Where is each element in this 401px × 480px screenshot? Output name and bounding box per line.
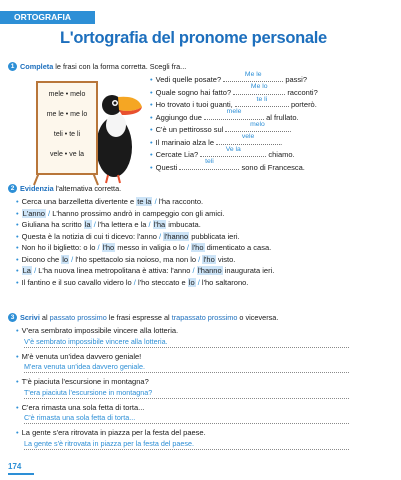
- exercise-1-instruction: [20, 62, 186, 71]
- exercise-1-line: • Il marinaio alza le vele .: [150, 133, 283, 147]
- sentence-text: l'ho: [201, 277, 214, 287]
- choice-separator: /: [156, 231, 164, 241]
- exercise-2-line: [16, 208, 274, 220]
- exercise-2-line: [16, 242, 274, 254]
- sentence-text: lo: [89, 243, 96, 252]
- sentence-text: spettacolo sia noioso, ma non: [86, 254, 191, 264]
- bullet: •: [16, 208, 19, 218]
- exercise-2-list: [16, 196, 274, 288]
- sentence-text: l'ha: [97, 220, 110, 229]
- exercise-1-line: • Cercate Lia? Ve la chiamo.: [150, 145, 295, 159]
- highlighted-choice[interactable]: L'anno: [22, 208, 45, 218]
- highlighted-choice[interactable]: l'hanno: [164, 231, 189, 241]
- sentence-text: l'anno: [170, 266, 191, 275]
- sentence-text: lettera e: [109, 220, 141, 229]
- sentence-text: imbucata.: [166, 220, 201, 229]
- highlighted-choice[interactable]: la: [84, 220, 91, 229]
- answer-blank: melo: [225, 123, 289, 132]
- sentence-text: lo: [178, 243, 185, 252]
- sentence-text: Dicono che: [21, 254, 62, 264]
- exercise-2-number: 2: [8, 184, 17, 193]
- board-item: mele • melo: [48, 91, 86, 98]
- exercise-3-list: [16, 325, 349, 453]
- answer-line: La gente s'è ritrovata in piazza per la festa del paese.: [24, 439, 349, 450]
- choice-separator: /: [152, 197, 159, 206]
- answer-blank: te li: [235, 98, 289, 107]
- question-text: V'era sembrato impossibile vincere alla lotteria.: [21, 326, 179, 335]
- bullet: •: [16, 266, 19, 275]
- bullet: •: [16, 277, 19, 287]
- section-tag: ORTOGRAFIA: [0, 11, 95, 24]
- highlighted-choice[interactable]: lo: [188, 277, 195, 287]
- highlighted-choice[interactable]: l'ho: [102, 243, 115, 252]
- sentence-text: lo: [190, 254, 197, 264]
- board-item: vele • ve la: [50, 151, 84, 158]
- tense-name: trapassato prossimo: [171, 313, 238, 322]
- exercise-3-number: 3: [8, 313, 17, 322]
- exercise-1-instruction-text: le frasi con la forma corretta. Scegli fra...: [53, 62, 187, 71]
- sentence-text: saltarono.: [213, 277, 249, 287]
- sentence-text: nuova linea metropolitana è attiva:: [52, 266, 171, 275]
- instruction-text: o viceversa.: [237, 313, 279, 322]
- sentence-text: Il fantino e il suo cavallo videro: [21, 277, 126, 287]
- word-choice-board: [36, 81, 98, 175]
- exercise-1-list: [150, 70, 318, 173]
- answer-blank: vele: [216, 136, 280, 145]
- question-text: La gente s'era ritrovata in piazza per la festa del paese.: [21, 428, 206, 437]
- sentence-text: visto.: [215, 254, 236, 264]
- choice-separator: /: [31, 266, 39, 275]
- choice-separator: /: [196, 254, 203, 264]
- question-text: M'è venuta un'idea davvero geniale!: [21, 351, 142, 361]
- sentence-text: lo: [125, 277, 132, 287]
- board-item: teli • te li: [53, 131, 81, 138]
- choice-separator: /: [91, 220, 98, 229]
- sentence-text: prossimo andrò in campeggio con gli amici.: [78, 208, 225, 218]
- answer-blank: mele: [204, 111, 264, 120]
- question-text: T'è piaciuta l'escursione in montagna?: [21, 377, 149, 386]
- exercise-3-instruction: [20, 313, 278, 322]
- choice-separator: /: [131, 277, 138, 287]
- page-number: 174: [8, 462, 22, 471]
- choice-separator: /: [69, 254, 76, 264]
- sentence-text: messo in valigia o: [115, 243, 179, 252]
- sentence-text: Non ho il biglietto: o: [21, 243, 90, 252]
- exercise-1-line: • Aggiungo due mele al frullato.: [150, 108, 299, 122]
- answer-blank: teli: [179, 161, 239, 170]
- exercise-3-item: • La gente s'era ritrovata in piazza per la festa del paese. La gente s'è ritrovata in piazza per la festa del paese.: [16, 427, 349, 450]
- exercise-2-line: [16, 265, 274, 277]
- question-text: C'era rimasta una sola fetta di torta...: [21, 402, 145, 412]
- choice-separator: /: [195, 277, 202, 287]
- bullet: •: [16, 197, 19, 206]
- sentence-text: l'ha: [158, 197, 171, 206]
- exercise-2-line: [16, 196, 274, 208]
- instruction-text: le frasi espresse al: [106, 313, 172, 322]
- highlighted-choice[interactable]: l'ho: [192, 243, 204, 252]
- sentence-text: la: [140, 220, 147, 229]
- highlighted-choice[interactable]: l'hanno: [197, 266, 222, 275]
- sentence-text: Questa è la notizia di cui ti dicevo:: [21, 231, 138, 241]
- page-number-underline: [8, 473, 34, 475]
- sentence-text: dimenticato a casa.: [204, 243, 272, 252]
- sentence-text: Giuliana ha scritto: [21, 220, 84, 229]
- exercise-2-line: [16, 231, 274, 243]
- exercise-2-instruction: [20, 184, 121, 193]
- board-item: me le • me lo: [46, 111, 88, 118]
- exercise-1-line: • Ho trovato i tuoi guanti, te li porterò.: [150, 95, 317, 109]
- exercise-3-item: • M'è venuta un'idea davvero geniale! M'era venuta un'idea davvero geniale.: [16, 351, 349, 374]
- sentence-text: racconto.: [170, 197, 204, 206]
- answer-blank: Me lo: [233, 86, 285, 95]
- choice-separator: /: [184, 243, 192, 252]
- answer-line: T'era piaciuta l'escursione in montagna?: [24, 388, 349, 399]
- highlighted-choice[interactable]: te la: [137, 197, 152, 206]
- exercise-2-line: [16, 254, 274, 266]
- sentence-text: l'ho: [137, 277, 150, 287]
- sentence-text: inaugurata ieri.: [222, 266, 275, 275]
- bullet: •: [16, 220, 19, 229]
- choice-separator: /: [45, 208, 53, 218]
- answer-blank: Ve la: [200, 148, 266, 157]
- answer-line: M'era venuta un'idea davvero geniale.: [24, 362, 349, 373]
- sentence-text: L'hanno: [52, 208, 79, 218]
- highlighted-choice[interactable]: l'ha: [153, 220, 166, 229]
- exercise-2-verb: Evidenzia: [20, 184, 54, 193]
- exercise-2-line: [16, 277, 274, 289]
- choice-separator: /: [95, 243, 102, 252]
- highlighted-choice[interactable]: l'ho: [203, 254, 215, 264]
- sentence-text: l'anno: [137, 231, 157, 241]
- exercise-3-verb: Scrivi: [20, 313, 40, 322]
- exercise-3-item: • C'era rimasta una sola fetta di torta... C'è rimasta una sola fetta di torta...: [16, 402, 349, 425]
- exercise-3-item: • T'è piaciuta l'escursione in montagna? T'era piaciuta l'escursione in montagna?: [16, 376, 349, 399]
- exercise-1-verb: Completa: [20, 62, 54, 71]
- answer-line: V'è sembrato impossibile vincere alla lotteria.: [24, 337, 349, 348]
- sentence-text: l'ho: [75, 254, 87, 264]
- exercise-2-instruction-text: l'alternativa corretta.: [53, 184, 122, 193]
- sentence-text: steccato e: [149, 277, 188, 287]
- exercise-3-item: • V'era sembrato impossibile vincere alla lotteria. V'è sembrato impossibile vincere alla lotteria.: [16, 325, 349, 348]
- exercise-1-line: • Quale sogno hai fatto? Me lo racconti?: [150, 83, 318, 97]
- sentence-text: L'ha: [38, 266, 53, 275]
- bullet: •: [16, 254, 19, 264]
- exercise-1-line: • C'è un pettirosso sul melo .: [150, 120, 292, 134]
- exercise-2-line: [16, 219, 274, 231]
- sentence-text: pubblicata ieri.: [189, 231, 240, 241]
- exercise-1-line: • Questi teli sono di Francesca.: [150, 158, 305, 172]
- tense-name: passato prossimo: [49, 313, 107, 322]
- choice-separator: /: [190, 266, 197, 275]
- bullet: •: [16, 243, 19, 252]
- instruction-text: al: [39, 313, 50, 322]
- choice-separator: /: [146, 220, 153, 229]
- answer-line: C'è rimasta una sola fetta di torta...: [24, 413, 349, 424]
- highlighted-choice[interactable]: La: [22, 266, 31, 275]
- page-title: L'ortografia del pronome personale: [60, 29, 327, 47]
- exercise-1-line: • Vedi quelle posate? Me le passi?: [150, 70, 307, 84]
- bullet: •: [16, 231, 19, 241]
- exercise-1-number: 1: [8, 62, 17, 71]
- answer-blank: Me le: [223, 73, 283, 82]
- sentence-text: Cerca una barzelletta divertente e: [21, 197, 137, 206]
- highlighted-choice[interactable]: lo: [62, 254, 69, 264]
